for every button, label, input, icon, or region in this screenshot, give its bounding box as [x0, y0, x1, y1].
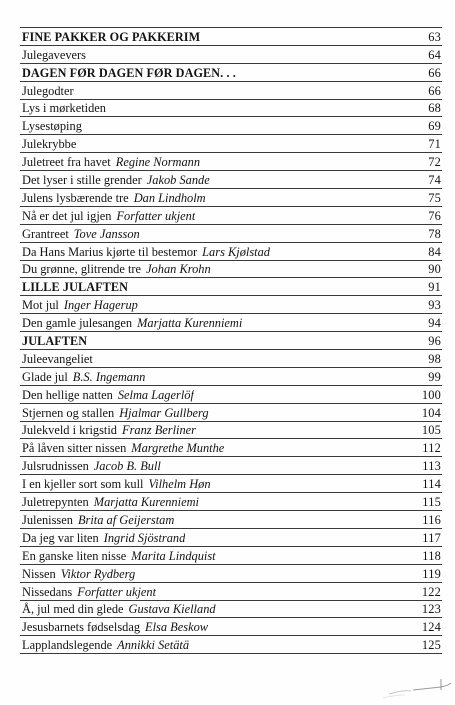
toc-entry-text [22, 584, 156, 600]
section-title: FINE PAKKER OG PAKKERIM [22, 29, 201, 44]
toc-entry-row [20, 583, 442, 601]
entry-author: Gustava Kielland [128, 602, 216, 617]
page-number: 90 [428, 262, 441, 277]
entry-title: Da jeg var liten [22, 530, 99, 545]
toc-entry-text [22, 512, 174, 528]
page-number: 123 [421, 602, 441, 617]
toc-entry-row [20, 547, 442, 565]
entry-title: Julegodter [22, 83, 74, 98]
toc-entry-row [20, 243, 442, 261]
entry-title: Juletreet fra havet [22, 155, 111, 170]
page-number: 94 [428, 316, 441, 331]
entry-author: Franz Berliner [122, 423, 196, 438]
toc-entry-text [22, 261, 211, 277]
page-number: 93 [428, 298, 441, 313]
toc-entry-row [20, 100, 442, 118]
toc-entry-text [22, 351, 93, 367]
page-number: 125 [421, 638, 441, 653]
toc-entry-row [20, 404, 442, 422]
page-number: 63 [428, 29, 441, 44]
page-number: 124 [421, 620, 441, 635]
page-number: 71 [428, 137, 441, 152]
page-number: 76 [428, 208, 441, 223]
toc-entry-row [20, 314, 442, 332]
entry-title: Mot jul [22, 298, 59, 313]
page-number: 114 [422, 477, 441, 492]
section-title: LILLE JULAFTEN [22, 280, 129, 295]
entry-title: Lysestøping [22, 119, 82, 134]
toc-entry-text [22, 29, 200, 45]
entry-author: Forfatter ukjent [116, 208, 196, 223]
entry-author: Lars Kjølstad [202, 244, 270, 259]
page-number: 68 [428, 101, 441, 116]
toc-entry-text [22, 422, 196, 438]
entry-title: Juleevangeliet [22, 351, 93, 366]
toc-section-row [20, 332, 442, 350]
toc-section-row [20, 64, 442, 82]
page-number: 119 [422, 566, 441, 581]
toc-entry-row [20, 82, 442, 100]
toc-entry-text [22, 190, 206, 206]
toc-entry-row [20, 350, 442, 368]
entry-author: Dan Lindholm [133, 190, 206, 205]
entry-title: Julens lysbærende tre [22, 190, 129, 205]
page-number: 69 [428, 119, 441, 134]
toc-entry-text [22, 208, 195, 224]
toc-entry-text [22, 530, 185, 546]
page-number: 98 [428, 351, 441, 366]
toc-entry-row [20, 261, 442, 279]
entry-author: Tove Jansson [73, 226, 140, 241]
page-number: 113 [422, 459, 441, 474]
entry-author: Marita Lindquist [131, 548, 216, 563]
toc-entry-row [20, 296, 442, 314]
page-number: 112 [422, 441, 441, 456]
entry-title: Den hellige natten [22, 387, 113, 402]
entry-author: Jakob Sande [146, 173, 210, 188]
toc-entry-text [22, 226, 140, 242]
section-title: JULAFTEN [22, 334, 88, 349]
entry-title: Du grønne, glitrende tre [22, 262, 142, 277]
toc-entry-row [20, 153, 442, 171]
page-number: 66 [428, 65, 441, 80]
page-number: 74 [428, 173, 441, 188]
entry-title: Lapplandslegende [22, 638, 113, 653]
toc-entry-text [22, 458, 161, 474]
toc-entry-text [22, 440, 224, 456]
toc-entry-text [22, 476, 211, 492]
entry-title: Den gamle julesangen [22, 316, 133, 331]
toc-entry-text [22, 244, 270, 260]
entry-author: Marjatta Kurenniemi [93, 495, 199, 510]
toc-entry-row [20, 207, 442, 225]
entry-author: Brita af Geijerstam [77, 512, 175, 527]
toc-entry-text [22, 548, 216, 564]
toc-entry-row [20, 457, 442, 475]
toc-entry-row [20, 636, 442, 654]
entry-author: Jacob B. Bull [93, 459, 161, 474]
toc-entry-row [20, 475, 442, 493]
page-number: 116 [422, 512, 441, 527]
table-of-contents [20, 27, 442, 654]
toc-entry-row [20, 171, 442, 189]
entry-author: Hjalmar Gullberg [119, 405, 209, 420]
page-number: 84 [428, 244, 441, 259]
page-number: 115 [422, 495, 441, 510]
entry-author: B.S. Ingemann [72, 369, 146, 384]
toc-entry-row [20, 368, 442, 386]
toc-entry-row [20, 439, 442, 457]
toc-entry-text [22, 494, 199, 510]
toc-entry-row [20, 601, 442, 619]
entry-title: Nå er det jul igjen [22, 208, 112, 223]
toc-entry-row [20, 135, 442, 153]
entry-title: Jesusbarnets fødselsdag [22, 620, 141, 635]
toc-entry-row [20, 189, 442, 207]
page-number: 117 [422, 530, 441, 545]
entry-author: Vilhelm Høn [148, 477, 211, 492]
entry-title: På låven sitter nissen [22, 441, 127, 456]
toc-entry-row [20, 493, 442, 511]
page-number: 72 [428, 155, 441, 170]
toc-entry-row [20, 529, 442, 547]
entry-author: Elsa Beskow [145, 620, 209, 635]
toc-entry-text [22, 279, 128, 295]
toc-entry-row [20, 618, 442, 636]
page-number: 104 [421, 405, 441, 420]
toc-entry-text [22, 100, 106, 116]
entry-author: Inger Hagerup [63, 298, 138, 313]
page-number: 99 [428, 369, 441, 384]
toc-entry-text [22, 619, 208, 635]
entry-title: Julenissen [22, 512, 73, 527]
page-number: 105 [421, 423, 441, 438]
toc-entry-text [22, 637, 189, 653]
entry-title: Julekrybbe [22, 137, 77, 152]
toc-entry-text [22, 172, 210, 188]
toc-entry-row [20, 46, 442, 64]
toc-entry-text [22, 297, 138, 313]
page-number: 66 [428, 83, 441, 98]
entry-title: Julegavevers [22, 47, 86, 62]
page-number: 118 [422, 548, 441, 563]
entry-title: Lys i mørketiden [22, 101, 106, 116]
toc-section-row [20, 278, 442, 296]
entry-author: Selma Lagerlöf [117, 387, 194, 402]
page-number: 75 [428, 190, 441, 205]
toc-entry-row [20, 386, 442, 404]
entry-title: I en kjeller sort som kull [22, 477, 144, 492]
entry-author: Forfatter ukjent [77, 584, 157, 599]
entry-title: Stjernen og stallen [22, 405, 115, 420]
page-number: 100 [421, 387, 441, 402]
toc-entry-text [22, 601, 216, 617]
page-number: 96 [428, 334, 441, 349]
entry-title: Juletrepynten [22, 495, 89, 510]
section-title: DAGEN FØR DAGEN FØR DAGEN. . . [22, 65, 236, 80]
entry-title: Julsrudnissen [22, 459, 89, 474]
toc-entry-text [22, 333, 87, 349]
entry-title: Glade jul [22, 369, 68, 384]
toc-entry-row [20, 225, 442, 243]
entry-title: Da Hans Marius kjørte til bestemor [22, 244, 198, 259]
toc-entry-text [22, 566, 135, 582]
toc-entry-row [20, 117, 442, 135]
entry-author: Marjatta Kurenniemi [137, 316, 243, 331]
entry-title: Nissen [22, 566, 56, 581]
toc-entry-text [22, 387, 194, 403]
toc-entry-text [22, 154, 200, 170]
entry-author: Johan Krohn [146, 262, 211, 277]
entry-author: Annikki Setätä [117, 638, 190, 653]
page-number: 122 [421, 584, 441, 599]
entry-title: Nissedans [22, 584, 73, 599]
toc-entry-text [22, 369, 145, 385]
toc-section-row [20, 28, 442, 46]
toc-entry-row [20, 511, 442, 529]
toc-entry-text [22, 136, 76, 152]
page-number: 91 [428, 280, 441, 295]
entry-author: Ingrid Sjöstrand [103, 530, 186, 545]
toc-entry-row [20, 422, 442, 440]
toc-entry-text [22, 315, 242, 331]
entry-author: Margrethe Munthe [131, 441, 225, 456]
pencil-mark [383, 668, 455, 705]
toc-entry-text [22, 405, 209, 421]
toc-entry-text [22, 118, 82, 134]
page-number: 78 [428, 226, 441, 241]
toc-entry-text [22, 47, 86, 63]
entry-title: Å, jul med din glede [22, 602, 124, 617]
page-number: 64 [428, 47, 441, 62]
entry-title: En ganske liten nisse [22, 548, 127, 563]
entry-author: Regine Normann [115, 155, 201, 170]
entry-title: Grantreet [22, 226, 69, 241]
toc-entry-row [20, 565, 442, 583]
entry-title: Julekveld i krigstid [22, 423, 117, 438]
entry-author: Viktor Rydberg [60, 566, 136, 581]
toc-entry-text [22, 65, 236, 81]
entry-title: Det lyser i stille grender [22, 173, 142, 188]
toc-entry-text [22, 83, 74, 99]
